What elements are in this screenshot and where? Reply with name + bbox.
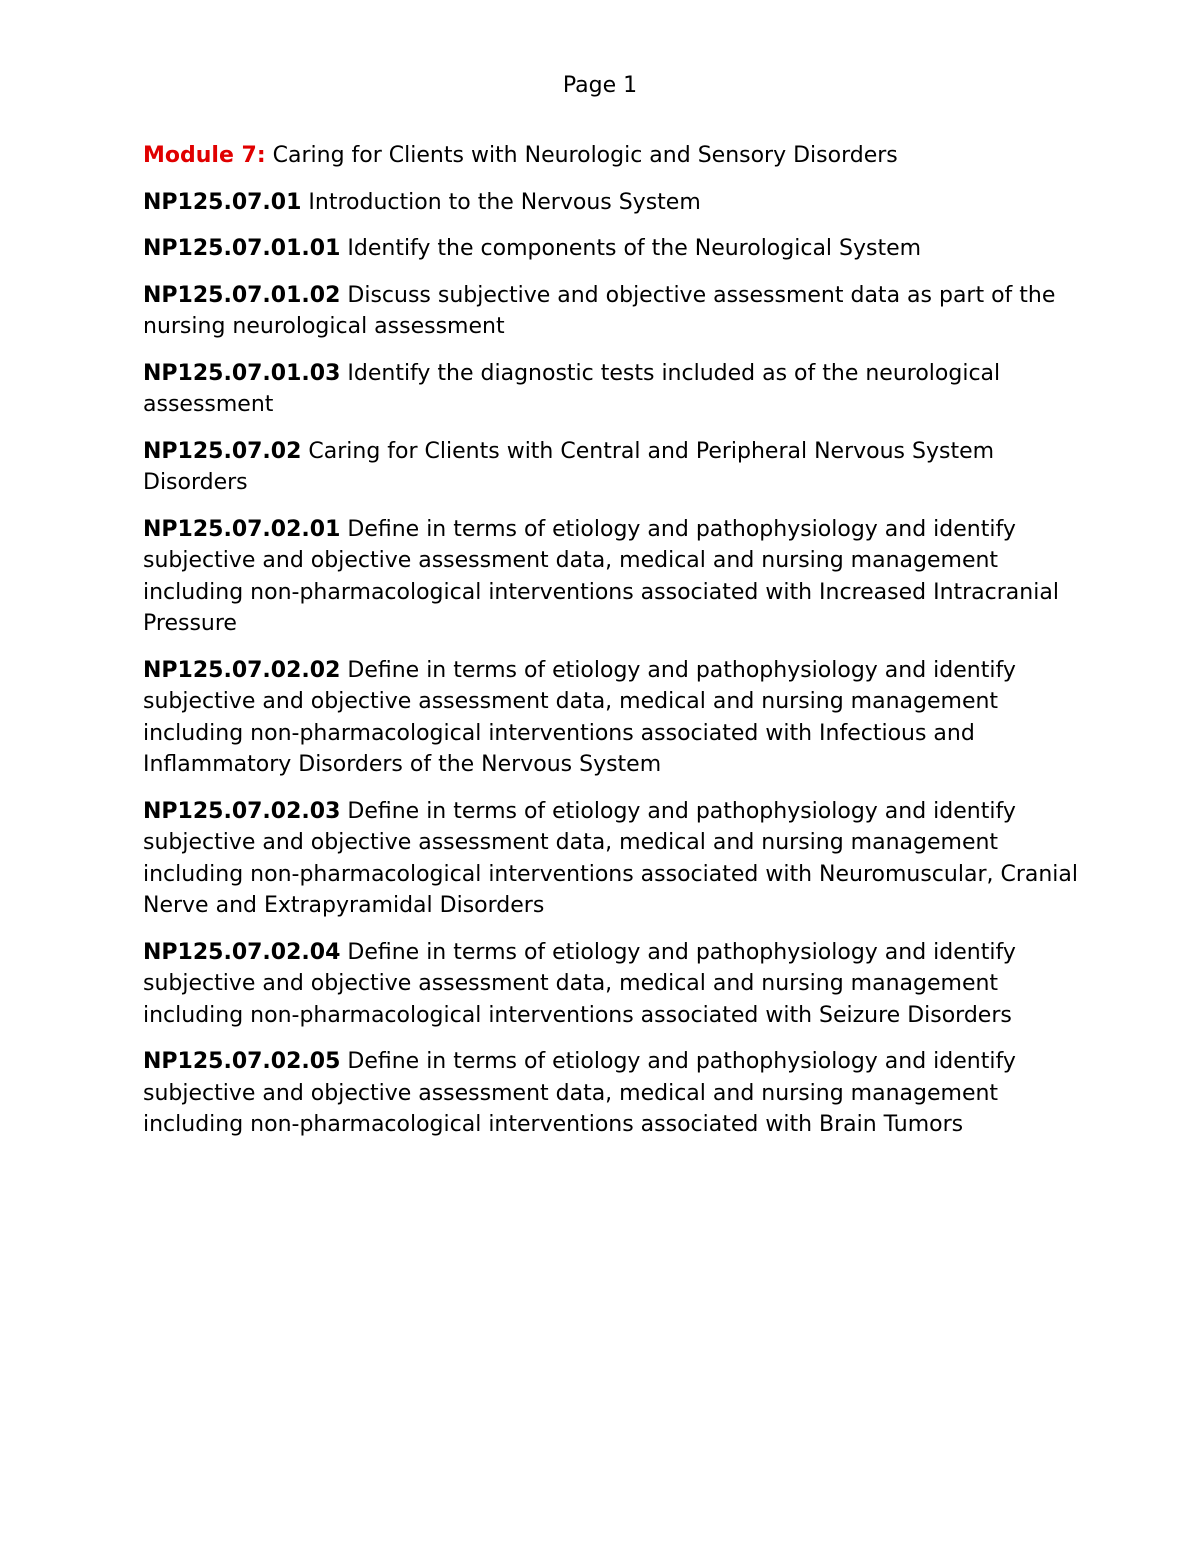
objective-item — [143, 514, 1083, 640]
objective-item — [143, 937, 1083, 1032]
objective-text: Identify the components of the Neurological System — [347, 236, 922, 261]
objective-item — [143, 280, 1083, 343]
objective-item — [143, 187, 1083, 219]
objective-item — [143, 436, 1083, 499]
objective-item — [143, 655, 1083, 781]
objective-code: NP125.07.01 — [143, 189, 302, 215]
objective-text: Define in terms of etiology and pathophysiology and identify subjective and objective assessment data, medical and nursing management including non-pharmacological interventions associated with Seizure Disorders — [143, 939, 1016, 1028]
objective-code: NP125.07.01.02 — [143, 282, 341, 308]
module-heading — [143, 140, 1083, 172]
objective-code: NP125.07.01.03 — [143, 360, 341, 386]
module-label: Module 7: — [143, 143, 266, 168]
objective-text: Define in terms of etiology and pathophysiology and identify subjective and objective assessment data, medical and nursing management including non-pharmacological interventions associated with Increased Intracranial Pressure — [143, 516, 1059, 636]
objective-code: NP125.07.02.04 — [143, 939, 341, 965]
objective-text: Discuss subjective and objective assessment data as part of the nursing neurological assessment — [143, 282, 1056, 339]
document-content — [143, 140, 1083, 1156]
objective-text: Introduction to the Nervous System — [308, 189, 701, 215]
module-title: Caring for Clients with Neurologic and Sensory Disorders — [272, 143, 898, 168]
objective-text: Identify the diagnostic tests included as of the neurological assessment — [143, 360, 1001, 417]
objective-text: Define in terms of etiology and pathophysiology and identify subjective and objective assessment data, medical and nursing management including non-pharmacological interventions associated with Infectious and Inflammatory Disorders of the Nervous System — [143, 657, 1016, 777]
objective-code: NP125.07.02.05 — [143, 1049, 341, 1074]
objective-code: NP125.07.02.03 — [143, 798, 341, 824]
objective-code: NP125.07.02 — [143, 438, 302, 464]
objective-code: NP125.07.01.01 — [143, 236, 341, 261]
objective-text: Define in terms of etiology and pathophysiology and identify subjective and objective assessment data, medical and nursing management including non-pharmacological interventions associated with Neuromuscular, Cranial Nerve and Extrapyramidal Disorders — [143, 798, 1079, 918]
page-number-header: Page 1 — [562, 73, 638, 98]
objective-item — [143, 796, 1083, 922]
objective-item — [143, 233, 1083, 265]
objective-text: Caring for Clients with Central and Peripheral Nervous System Disorders — [143, 438, 995, 495]
objective-text: Define in terms of etiology and pathophysiology and identify subjective and objective assessment data, medical and nursing management including non-pharmacological interventions associated with Brain Tumors — [143, 1049, 1016, 1137]
objective-item — [143, 358, 1083, 421]
objective-code: NP125.07.02.02 — [143, 657, 341, 683]
objective-code: NP125.07.02.01 — [143, 516, 341, 542]
objective-item — [143, 1046, 1083, 1141]
